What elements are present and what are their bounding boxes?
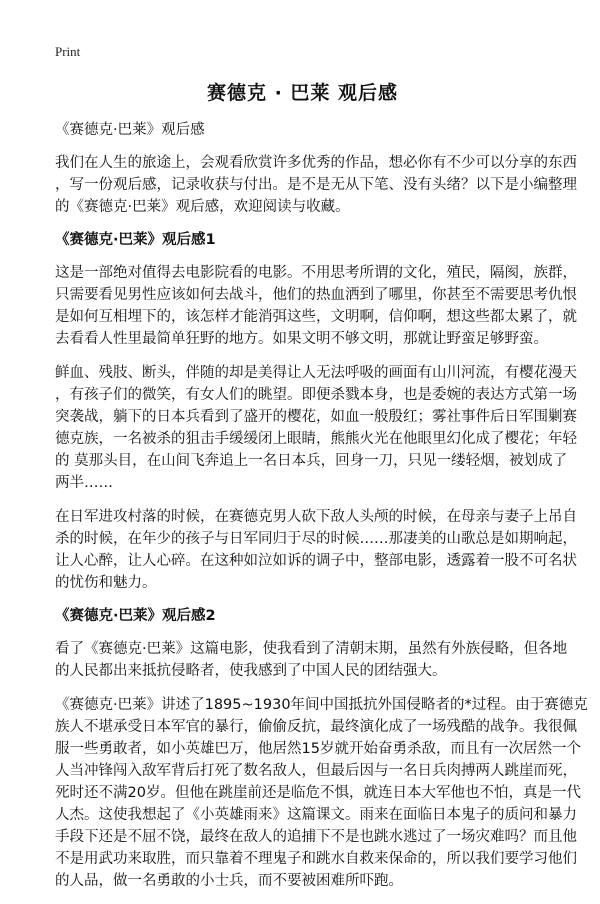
text-line: 的忧伤和魅力。 bbox=[55, 575, 157, 591]
body-paragraph bbox=[55, 694, 588, 892]
text-line: 的人品，做一名勇敢的小士兵，而不要被困难所吓跑。 bbox=[55, 873, 403, 889]
text-line: 让人心醉，让人心碎。在这种如泣如诉的调子中，整部电影，透露着一股不可名状 bbox=[55, 553, 577, 569]
text-line: 看了《赛德克·巴莱》这篇电影，使我看到了清朝末期，虽然有外族侵略，但各地 bbox=[55, 641, 568, 657]
text-line: 不是用武功来取胜，而只靠着不理鬼子和跳水自救来保命的，所以我们要学习他们 bbox=[55, 851, 577, 867]
text-line: 人杰。这使我想起了《小英雄雨来》这篇课文。雨来在面临日本鬼子的质问和暴力 bbox=[55, 807, 577, 823]
page-title: 赛德克 · 巴莱 观后感 bbox=[206, 82, 399, 104]
body-paragraph bbox=[55, 506, 577, 594]
text-line: 是如何互相埋下的，该怎样才能消弭这些，文明啊，信仰啊，想这些都太累了，就 bbox=[55, 309, 577, 325]
text-line: 这是一部绝对值得去电影院看的电影。不用思考所谓的文化，殖民，隔阂，族群， bbox=[55, 265, 577, 281]
text-line: 杀的时候，在年少的孩子与日军同归于尽的时候……那凄美的山歌总是如期响起， bbox=[55, 531, 577, 547]
text-line: 《赛德克·巴莱》讲述了1895~1930年间中国抵抗外国侵略者的*过程。由于赛德克 bbox=[55, 697, 588, 713]
body-paragraph bbox=[55, 262, 577, 350]
section-heading: 《赛德克·巴莱》观后感2 bbox=[55, 608, 216, 624]
text-line: 服一些勇敢者，如小英雄巴万，他居然15岁就开始奋勇杀敌，而且有一次居然一个 bbox=[55, 741, 581, 757]
text-line: 我们在人生的旅途上，会观看欣赏许多优秀的作品，想必你有不少可以分享的东西 bbox=[55, 155, 577, 171]
text-line: 在日军进攻村落的时候，在赛德克男人砍下敌人头颅的时候，在母亲与妻子上吊自 bbox=[55, 509, 577, 525]
text-line: 去看看人性里最简单狂野的地方。如果文明不够文明，那就让野蛮足够野蛮。 bbox=[55, 331, 548, 347]
text-line: ，有孩子们的微笑，有女人们的眺望。即便杀戮本身，也是委婉的表达方式第一场 bbox=[55, 387, 577, 403]
intro-paragraph bbox=[55, 152, 577, 218]
text-line: 的 莫那头目，在山间飞奔追上一名日本兵，回身一刀，只见一缕轻烟，被划成了 bbox=[55, 453, 568, 469]
text-line: 德克族，一名被杀的狙击手缓缓闭上眼睛，熊熊火光在他眼里幻化成了樱花；年轻 bbox=[55, 431, 577, 447]
text-line: 手段下还是不屈不饶，最终在敌人的追捕下不是也跳水逃过了一场灾难吗？而且他 bbox=[55, 829, 577, 845]
text-line: 死时还不满20岁。但他在跳崖前还是临危不惧，就连日本大军他也不怕，真是一代 bbox=[55, 785, 581, 801]
document-subtitle: 《赛德克·巴莱》观后感 bbox=[55, 122, 205, 138]
body-paragraph bbox=[55, 638, 568, 682]
text-line: 的《赛德克·巴莱》观后感，欢迎阅读与收藏。 bbox=[55, 199, 350, 215]
text-line: 人当冲锋闯入敌军背后打死了数名敌人，但最后因与一名日兵肉搏两人跳崖而死， bbox=[55, 763, 577, 779]
print-link[interactable]: Print bbox=[55, 44, 81, 59]
text-line: 只需要看见男性应该如何去战斗，他们的热血洒到了哪里，你甚至不需要思考仇恨 bbox=[55, 287, 577, 303]
text-line: 的人民都出来抵抗侵略者，使我感到了中国人民的团结强大。 bbox=[55, 663, 447, 679]
text-line: 族人不堪承受日本军官的暴行，偷偷反抗，最终演化成了一场残酷的战争。我很佩 bbox=[55, 719, 577, 735]
section-heading: 《赛德克·巴莱》观后感1 bbox=[55, 232, 216, 248]
body-paragraph bbox=[55, 362, 577, 494]
text-line: 突袭战，躺下的日本兵看到了盛开的樱花，如血一般殷红；雾社事件后日军围剿赛 bbox=[55, 409, 577, 425]
sections bbox=[55, 230, 588, 892]
document-body bbox=[55, 80, 588, 904]
text-line: ，写一份观后感，记录收获与付出。是不是无从下笔、没有头绪？以下是小编整理 bbox=[55, 177, 577, 193]
text-line: 鲜血、残肢、断头，伴随的却是美得让人无法呼吸的画面有山川河流，有樱花漫天 bbox=[55, 365, 577, 381]
text-line: 两半…… bbox=[55, 475, 113, 491]
